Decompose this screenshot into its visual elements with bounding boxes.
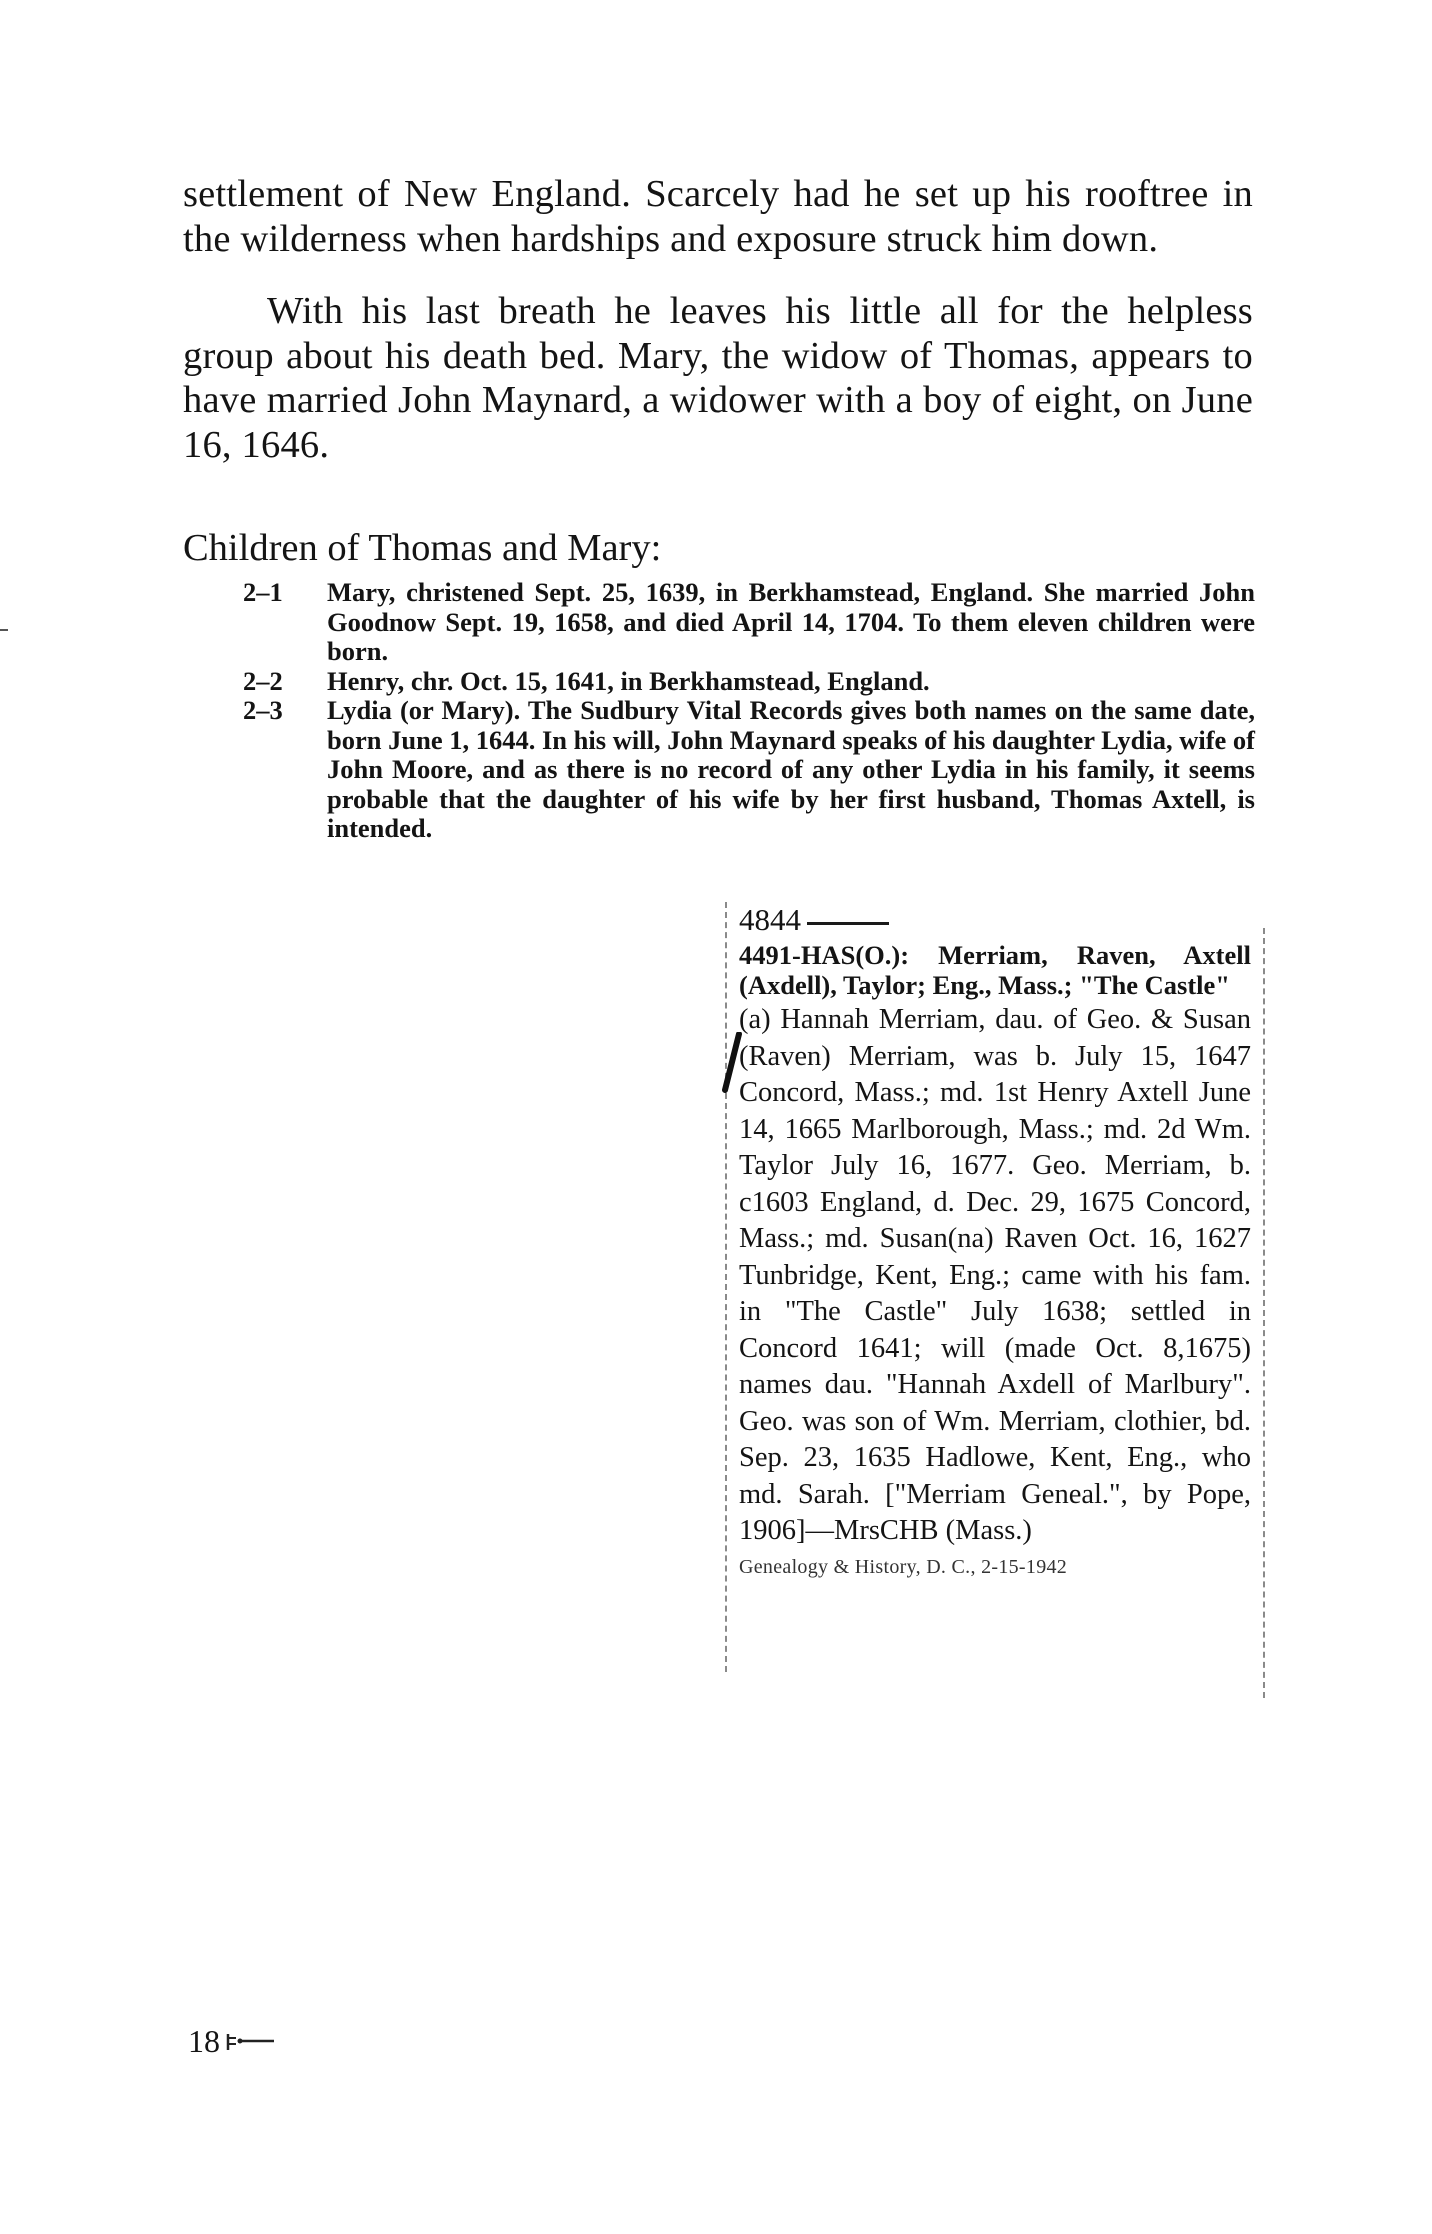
child-description: Henry, chr. Oct. 15, 1641, in Berkhamstead, England. bbox=[327, 665, 930, 696]
newspaper-clipping bbox=[725, 902, 1267, 1720]
child-entry bbox=[243, 578, 1255, 667]
ornament-icon bbox=[224, 2030, 276, 2052]
page-number-line bbox=[188, 2022, 276, 2060]
children-list bbox=[243, 578, 1255, 844]
child-number: 2–3 bbox=[243, 695, 283, 725]
body-text bbox=[183, 172, 1253, 495]
query-heading: 4491-HAS(O.): Merriam, Raven, Axtell (Axdell), Taylor; Eng., Mass.; "The Castle" bbox=[739, 940, 1251, 1000]
query-body: (a) Hannah Merriam, dau. of Geo. & Susan (Raven) Merriam, was b. July 15, 1647 Concord, Mass.; md. 1st Henry Axtell June 14, 1665 Marlborough, Mass.; md. 2d Wm. Taylor July 16, 1677. Geo. Merriam, b. c1603 England, d. Dec. 29, 1675 Concord, Mass.; md. Susan(na) Raven Oct. 16, 1627 Tunbridge, Kent, Eng.; came with his fam. in "The Castle" July 1638; settled in Concord 1641; will (made Oct. 8,1675) names dau. "Hannah Axdell of Marlbury". Geo. was son of Wm. Merriam, clothier, bd. Sep. 23, 1635 Hadlowe, Kent, Eng., who md. Sarah. ["Merriam Geneal.", by Pope, 1906]—MrsCHB (Mass.) bbox=[739, 1004, 1251, 1546]
clipping-rule bbox=[807, 922, 889, 925]
paragraph-2: With his last breath he leaves his little all for the helpless group about his death bed. Mary, the widow of Thomas, appears to have married John Maynard, a widower with a boy of eight, on June 16, 1646. bbox=[183, 290, 1253, 466]
paragraph-1: settlement of New England. Scarcely had he set up his rooftree in the wilderness when hardships and exposure struck him down. bbox=[183, 173, 1253, 260]
children-heading: Children of Thomas and Mary: bbox=[183, 527, 662, 569]
child-description: Lydia (or Mary). The Sudbury Vital Records gives both names on the same date, born June 1, 1644. In his will, John Maynard speaks of his daughter Lydia, wife of John Moore, and as there is no record of any other Lydia in his family, it seems probable that the daughter of his wife by her first husband, Thomas Axtell, is intended. bbox=[327, 695, 1255, 843]
child-number: 2–2 bbox=[243, 665, 283, 696]
clipping-left-edge bbox=[725, 902, 729, 1672]
clipping-number: 4844 bbox=[739, 902, 801, 937]
margin-mark bbox=[0, 629, 8, 631]
child-entry bbox=[243, 696, 1255, 844]
clipping-content bbox=[739, 902, 1251, 1580]
child-entry bbox=[243, 667, 1255, 697]
child-number: 2–1 bbox=[243, 577, 283, 607]
clipping-right-edge bbox=[1263, 928, 1267, 1698]
child-description: Mary, christened Sept. 25, 1639, in Berkhamstead, England. She married John Goodnow Sept. 19, 1658, and died April 14, 1704. To them eleven children were born. bbox=[327, 577, 1255, 666]
clipping-source: Genealogy & History, D. C., 2-15-1942 bbox=[739, 1555, 1068, 1578]
clipping-number-line bbox=[739, 902, 1251, 938]
page-number: 18 bbox=[188, 2023, 220, 2059]
